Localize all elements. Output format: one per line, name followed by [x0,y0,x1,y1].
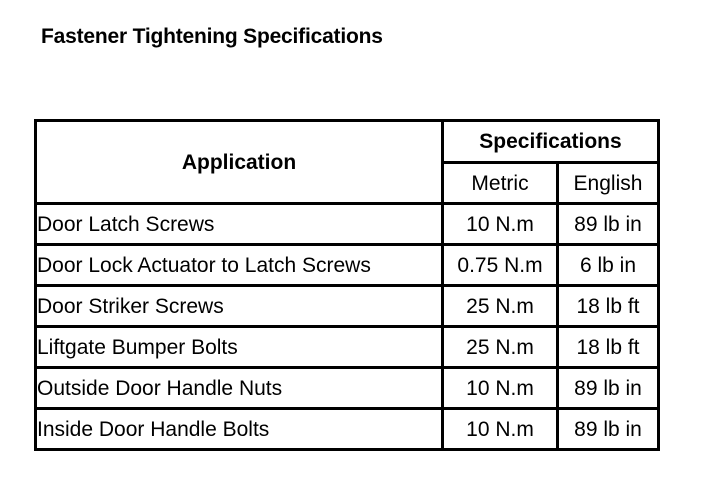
english-cell: 89 lb in [558,204,659,245]
table-row [36,327,659,368]
metric-header: Metric [443,163,558,204]
application-header: Application [36,121,443,204]
english-header: English [558,163,659,204]
table-row [36,409,659,450]
table-row [36,286,659,327]
application-cell: Outside Door Handle Nuts [36,368,443,409]
application-cell: Inside Door Handle Bolts [36,409,443,450]
page-title: Fastener Tightening Specifications [41,25,383,48]
metric-cell: 10 N.m [443,204,558,245]
english-cell: 6 lb in [558,245,659,286]
metric-cell: 25 N.m [443,327,558,368]
english-cell: 18 lb ft [558,286,659,327]
english-cell: 89 lb in [558,409,659,450]
application-cell: Liftgate Bumper Bolts [36,327,443,368]
table-row [36,245,659,286]
english-cell: 89 lb in [558,368,659,409]
table-header-row [36,121,659,163]
application-cell: Door Latch Screws [36,204,443,245]
application-cell: Door Lock Actuator to Latch Screws [36,245,443,286]
application-cell: Door Striker Screws [36,286,443,327]
specifications-header: Specifications [443,121,659,163]
metric-cell: 10 N.m [443,409,558,450]
fastener-spec-table [34,119,660,451]
metric-cell: 25 N.m [443,286,558,327]
metric-cell: 10 N.m [443,368,558,409]
english-cell: 18 lb ft [558,327,659,368]
metric-cell: 0.75 N.m [443,245,558,286]
table-row [36,368,659,409]
table-row [36,204,659,245]
